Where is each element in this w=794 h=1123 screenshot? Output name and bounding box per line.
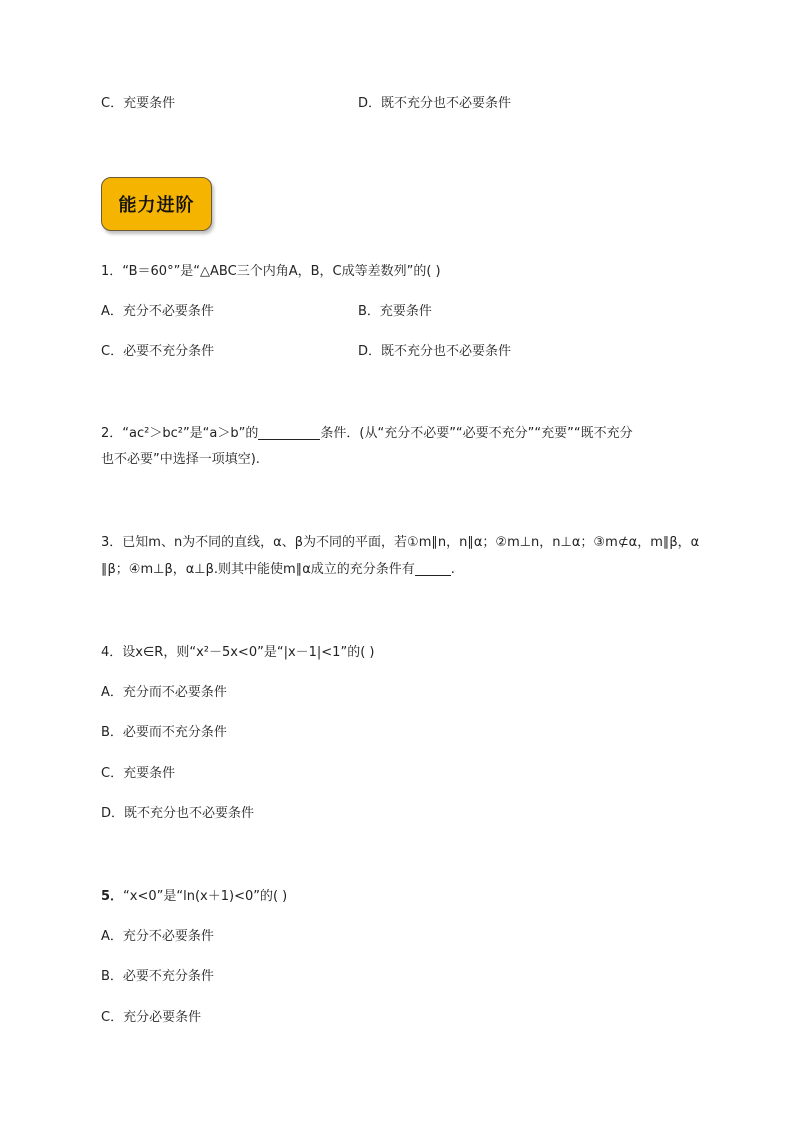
question-text: 设x∈R，则“x²－5x<0”是“|x－1|<1”的( ) [122, 645, 375, 660]
question-number: 5． [101, 889, 124, 904]
q1-option-d: D．既不充分也不必要条件 [358, 344, 512, 359]
q1-option-a: A．充分不必要条件 [101, 304, 214, 319]
option-c: C．充要条件 [101, 96, 176, 111]
question-text: 已知m、n为不同的直线，α、β为不同的平面，若①m∥n，n∥α；②m⊥n，n⊥α；③m⊄α，m∥β，α [122, 535, 700, 550]
answer-blank[interactable] [415, 561, 451, 576]
section-badge-label: 能力进阶 [118, 195, 195, 216]
question-text: 条件．(从“充分不必要”“必要不充分”“充要”“既不充分 [320, 426, 633, 441]
question-5-stem [101, 888, 287, 906]
answer-blank[interactable] [258, 425, 320, 440]
option-d: D．既不充分也不必要条件 [358, 96, 512, 111]
question-text: ∥β；④m⊥β，α⊥β.则其中能使m∥α成立的充分条件有 [101, 562, 415, 577]
question-text: “ac²＞bc²”是“a＞b”的 [122, 426, 259, 441]
question-text: “x<0”是“ln(x＋1)<0”的( ) [123, 889, 288, 904]
question-3-stem [101, 534, 699, 552]
question-number: 1． [101, 264, 123, 279]
question-text: “B＝60°”是“△ABC三个内角A，B，C成等差数列”的( ) [122, 264, 441, 279]
question-number: 2． [101, 426, 123, 441]
q1-option-c: C．必要不充分条件 [101, 344, 215, 359]
q4-option-c: C．充要条件 [101, 766, 176, 781]
q5-option-a: A．充分不必要条件 [101, 929, 214, 944]
question-2-stem [101, 425, 633, 443]
question-4-stem [101, 644, 374, 662]
q1-option-b: B．充要条件 [358, 304, 432, 319]
q4-option-a: A．充分而不必要条件 [101, 685, 227, 700]
section-badge [101, 177, 212, 231]
q5-option-c: C．充分必要条件 [101, 1010, 202, 1025]
question-number: 4． [101, 645, 123, 660]
question-2-line2: 也不必要”中选择一项填空). [101, 452, 260, 467]
q5-option-b: B．必要不充分条件 [101, 969, 214, 984]
q4-option-d: D．既不充分也不必要条件 [101, 806, 255, 821]
question-1-stem [101, 263, 441, 281]
q4-option-b: B．必要而不充分条件 [101, 725, 227, 740]
question-text: . [450, 562, 455, 577]
question-3-line2 [101, 561, 455, 579]
question-number: 3． [101, 535, 123, 550]
